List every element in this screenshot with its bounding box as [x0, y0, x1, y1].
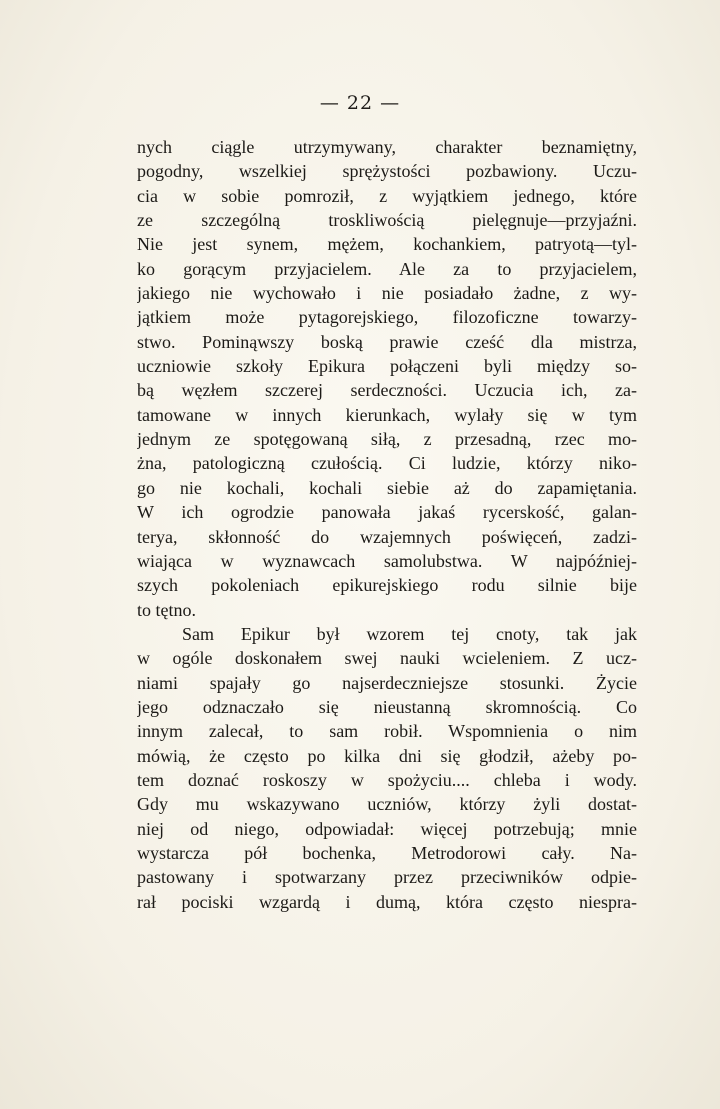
text-line: jego odznaczało się nieustanną skromnością. Co	[137, 696, 637, 717]
text-line: terya, skłonność do wzajemnych poświęceń, zadzi-	[137, 526, 637, 547]
text-line: rał pociski wzgardą i dumą, która często niespra-	[137, 891, 637, 912]
text-line: uczniowie szkoły Epikura połączeni byli między so-	[137, 356, 637, 377]
text-line: W ich ogrodzie panowała jakaś rycerskość, galan-	[137, 502, 637, 523]
text-line: jakiego nie wychowało i nie posiadało żadne, z wy-	[137, 283, 637, 304]
paragraph-start-line: Sam Epikur był wzorem tej cnoty, tak jak	[182, 623, 637, 644]
text-line: Nie jest synem, mężem, kochankiem, patryotą—tyl-	[137, 234, 637, 255]
text-line: ze szczególną troskliwością pielęgnuje—przyjaźni.	[137, 210, 637, 231]
text-line: go nie kochali, kochali siebie aż do zapamiętania.	[137, 477, 637, 498]
text-line: stwo. Pominąwszy boską prawie cześć dla mistrza,	[137, 331, 637, 352]
text-line: niej od niego, odpowiadał: więcej potrzebują; mnie	[137, 818, 637, 839]
paragraph-end-line: to tętno.	[137, 599, 196, 620]
body-text	[137, 135, 637, 914]
text-line: żna, patologiczną czułością. Ci ludzie, którzy niko-	[137, 453, 637, 474]
text-line: jątkiem może pytagorejskiego, filozoficzne towarzy-	[137, 307, 637, 328]
text-line: mówią, że często po kilka dni się głodził, ażeby po-	[137, 745, 637, 766]
text-line: cia w sobie pomroził, z wyjątkiem jednego, które	[137, 185, 637, 206]
text-line: pogodny, wszelkiej sprężystości pozbawiony. Uczu-	[137, 161, 637, 182]
text-line: jednym ze spotęgowaną siłą, z przesadną, rzec mo-	[137, 429, 637, 450]
text-line: wystarcza pół bochenka, Metrodorowi cały. Na-	[137, 842, 637, 863]
text-line: tem doznać roskoszy w spożyciu.... chleba i wody.	[137, 769, 637, 790]
text-line: nych ciągle utrzymywany, charakter beznamiętny,	[137, 137, 637, 157]
text-line: niami spajały go najserdeczniejsze stosunki. Życie	[137, 672, 637, 693]
text-line: tamowane w innych kierunkach, wylały się w tym	[137, 404, 637, 425]
text-line: w ogóle doskonałem swej nauki wcieleniem. Z ucz-	[137, 648, 637, 669]
text-line: bą węzłem szczerej serdeczności. Uczucia ich, za-	[137, 380, 637, 401]
text-line: szych pokoleniach epikurejskiego rodu silnie bije	[137, 575, 637, 596]
page-number: — 22 —	[319, 92, 401, 114]
text-line: wiająca w wyznawcach samolubstwa. W najpóźniej-	[137, 550, 637, 571]
text-line: innym zalecał, to sam robił. Wspomnienia o nim	[137, 721, 637, 742]
text-line: pastowany i spotwarzany przez przeciwników odpie-	[137, 867, 637, 888]
text-line: Gdy mu wskazywano uczniów, którzy żyli dostat-	[137, 794, 637, 815]
text-line: ko gorącym przyjacielem. Ale za to przyjacielem,	[137, 258, 637, 279]
